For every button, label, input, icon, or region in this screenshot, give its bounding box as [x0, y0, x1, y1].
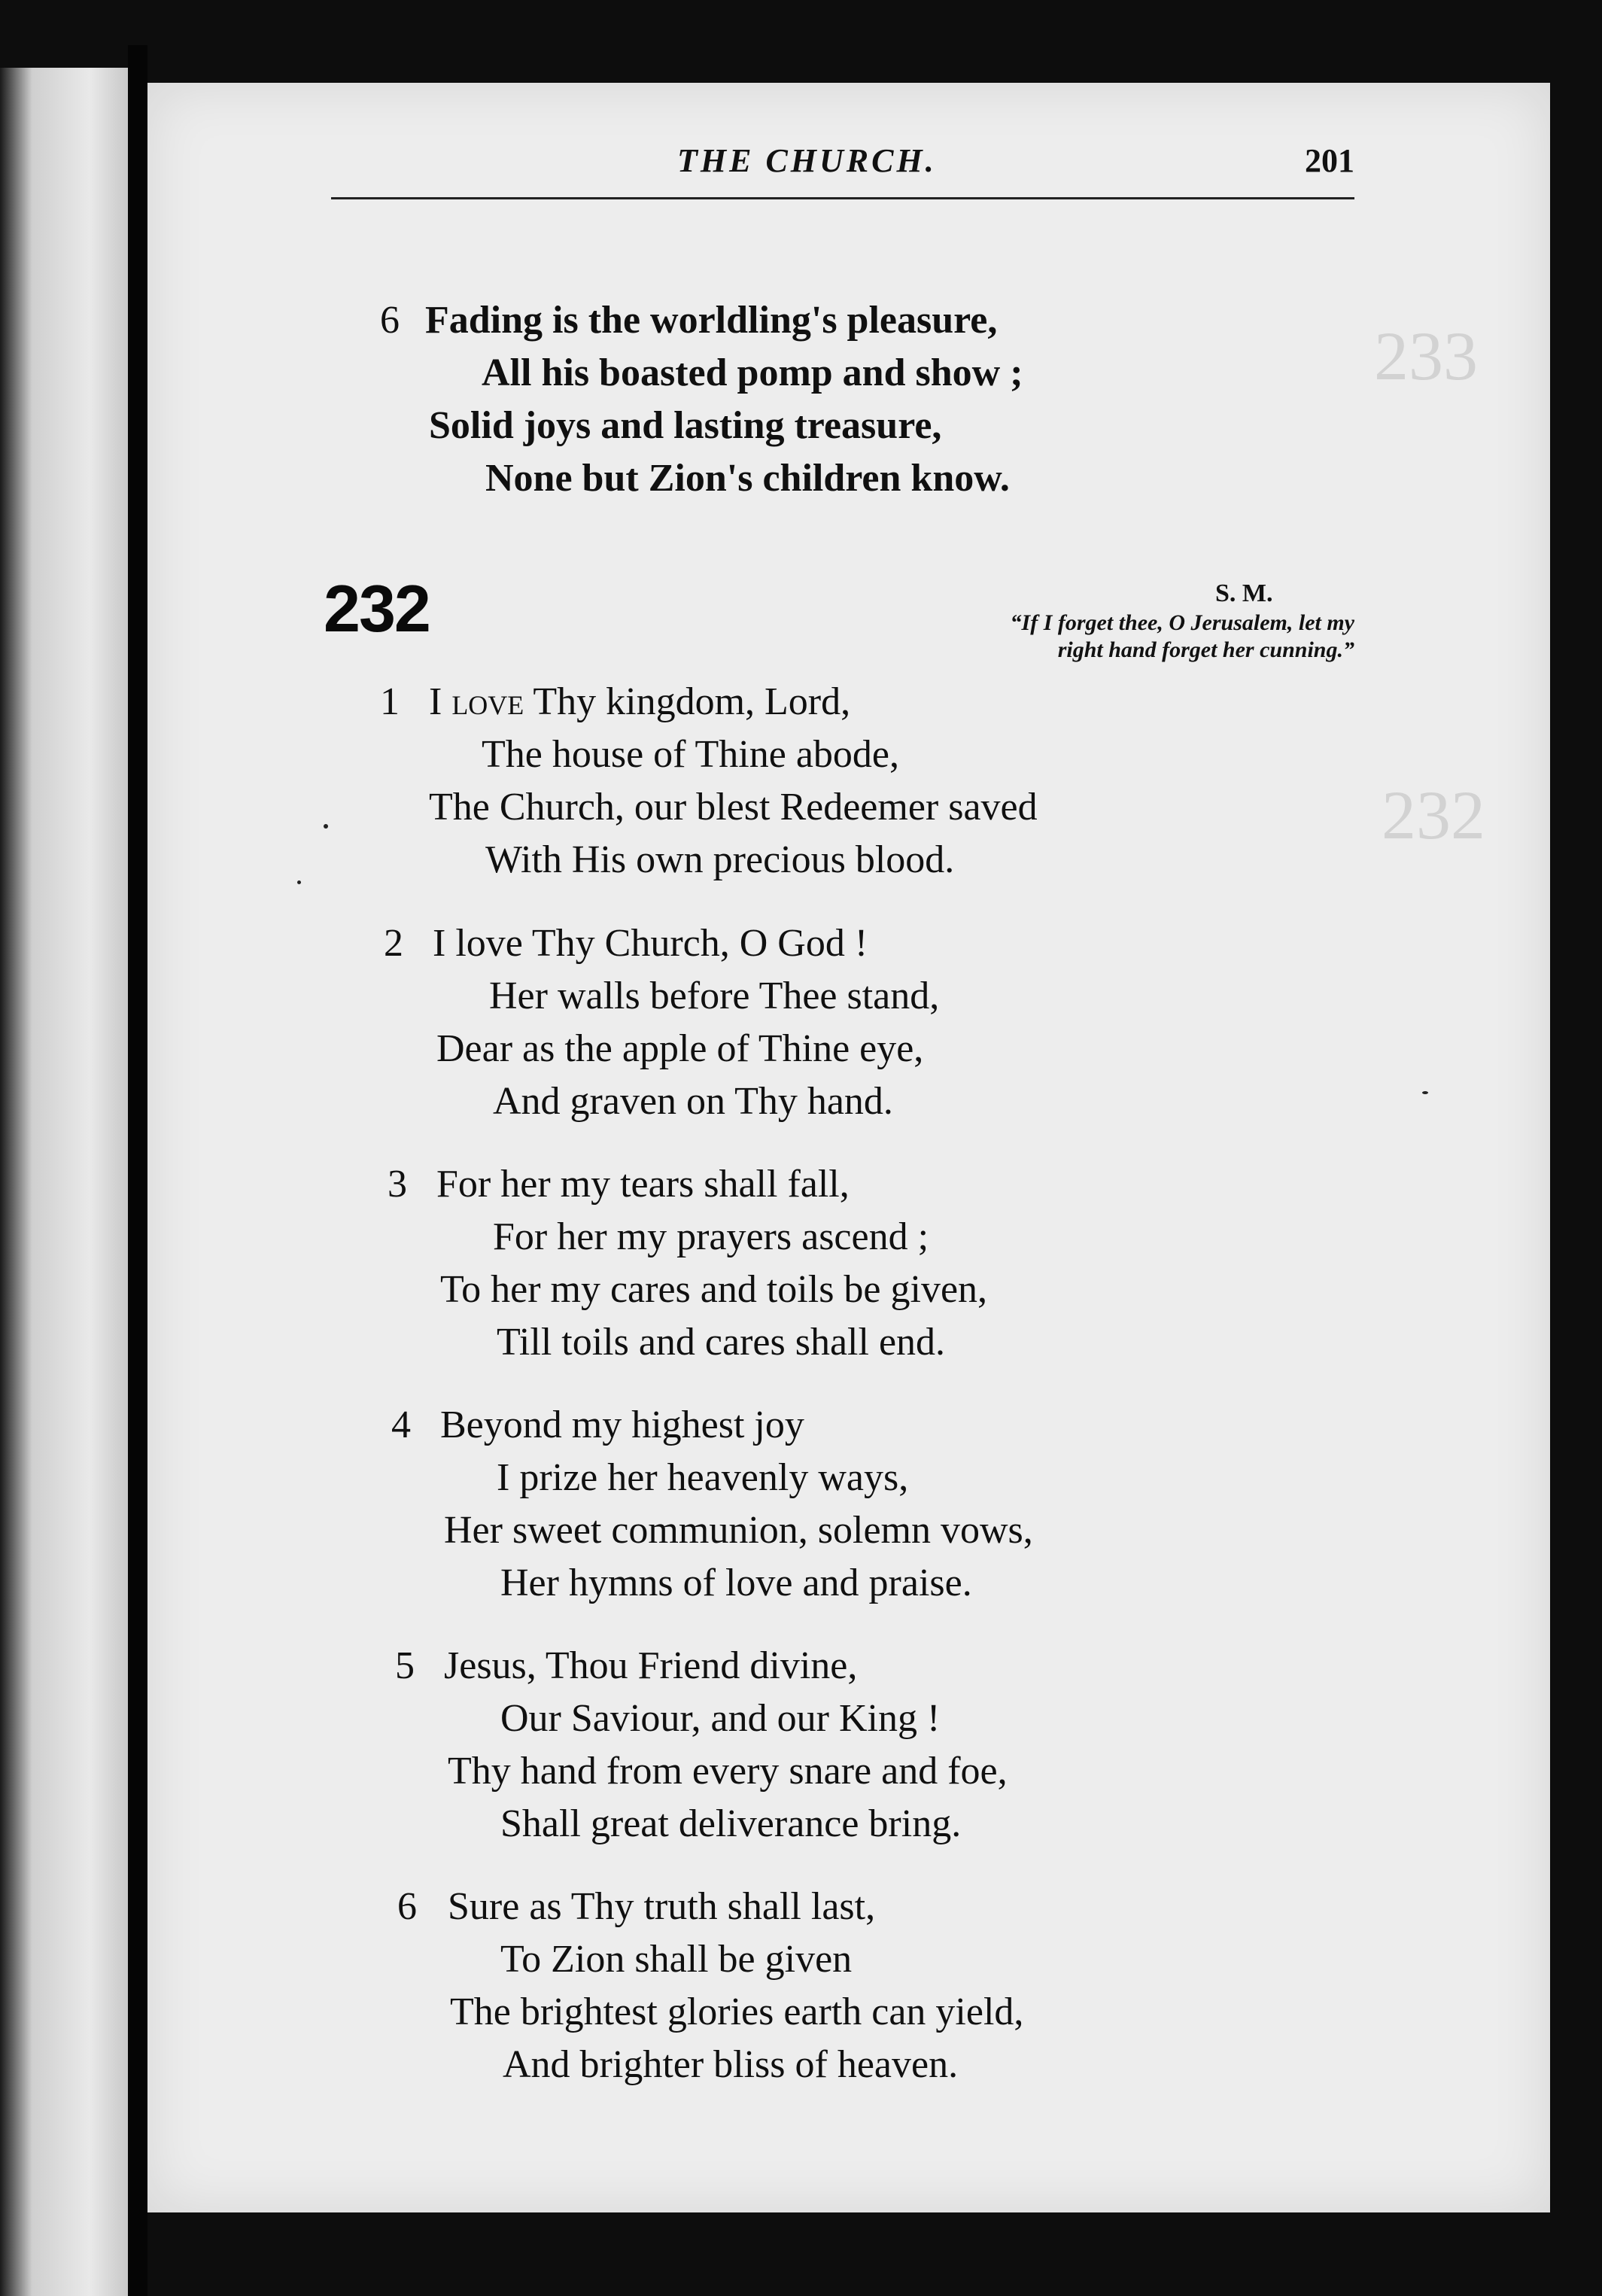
paper-speck: [297, 880, 301, 884]
stanza-number: 2: [384, 922, 403, 965]
verse-line: The brightest glories earth can yield,: [450, 1990, 1024, 2033]
bleed-through-number: 232: [1382, 777, 1485, 853]
verse-line: The house of Thine abode,: [482, 733, 899, 776]
verse-line: Thy hand from every snare and foe,: [448, 1750, 1008, 1793]
verse-line: I prize her heavenly ways,: [497, 1456, 909, 1499]
stanza-number: 6: [380, 299, 400, 342]
verse-line: I love Thy Church, O God !: [433, 922, 868, 965]
verse-line: To Zion shall be given: [500, 1938, 853, 1981]
verse-line: Sure as Thy truth shall last,: [448, 1885, 876, 1928]
epigraph-line: “If I forget thee, O Jerusalem, let my: [1010, 610, 1354, 635]
verse-line: For her my tears shall fall,: [436, 1163, 850, 1206]
verse-line: And graven on Thy hand.: [493, 1080, 893, 1123]
running-title: THE CHURCH.: [677, 142, 937, 179]
stanza-number: 4: [391, 1403, 411, 1446]
verse-line: And brighter bliss of heaven.: [503, 2043, 959, 2086]
verse-line: None but Zion's children know.: [485, 457, 1010, 500]
verse-line: Beyond my highest joy: [440, 1403, 804, 1446]
verse-line: The Church, our blest Redeemer saved: [429, 786, 1038, 829]
verse-line: Shall great deliverance bring.: [500, 1802, 962, 1845]
book-spine-shadow: [128, 45, 147, 2296]
verse-line: Dear as the apple of Thine eye,: [436, 1027, 924, 1070]
paper-speck: [1422, 1091, 1428, 1094]
opening-words: I love: [429, 680, 524, 723]
verse-line: Her hymns of love and praise.: [500, 1562, 972, 1604]
verse-line: For her my prayers ascend ;: [493, 1215, 929, 1258]
verse-line: Till toils and cares shall end.: [497, 1321, 946, 1364]
running-header: [331, 141, 1354, 202]
hymn-meter: S. M.: [1215, 579, 1273, 607]
verse-line: Her walls before Thee stand,: [489, 975, 940, 1017]
verse-line: Our Saviour, and our King !: [500, 1697, 941, 1740]
verse-line: All his boasted pomp and show ;: [482, 351, 1023, 394]
verse-line: Solid joys and lasting treasure,: [429, 404, 942, 447]
verse-line: [429, 680, 851, 723]
header-rule: [331, 197, 1354, 199]
facing-page-edge: [0, 68, 128, 2296]
stanza-number: 6: [397, 1885, 417, 1928]
stanza-number: 5: [395, 1644, 415, 1687]
page-number: 201: [1305, 142, 1354, 179]
verse-line: With His own precious blood.: [485, 838, 955, 881]
bleed-through-number: 233: [1374, 318, 1478, 394]
verse-line: Jesus, Thou Friend divine,: [444, 1644, 858, 1687]
verse-line: Her sweet communion, solemn vows,: [444, 1509, 1033, 1552]
hymn-number: 232: [324, 571, 430, 646]
stanza-number: 1: [380, 680, 400, 723]
paper-speck: [324, 824, 328, 829]
stanza-number: 3: [388, 1163, 407, 1206]
verse-line: Fading is the worldling's pleasure,: [425, 299, 998, 342]
epigraph-line: right hand forget her cunning.”: [1057, 637, 1354, 662]
verse-line-rest: Thy kingdom, Lord,: [533, 680, 851, 723]
verse-line: To her my cares and toils be given,: [440, 1268, 988, 1311]
hymn-epigraph: [1011, 610, 1354, 664]
